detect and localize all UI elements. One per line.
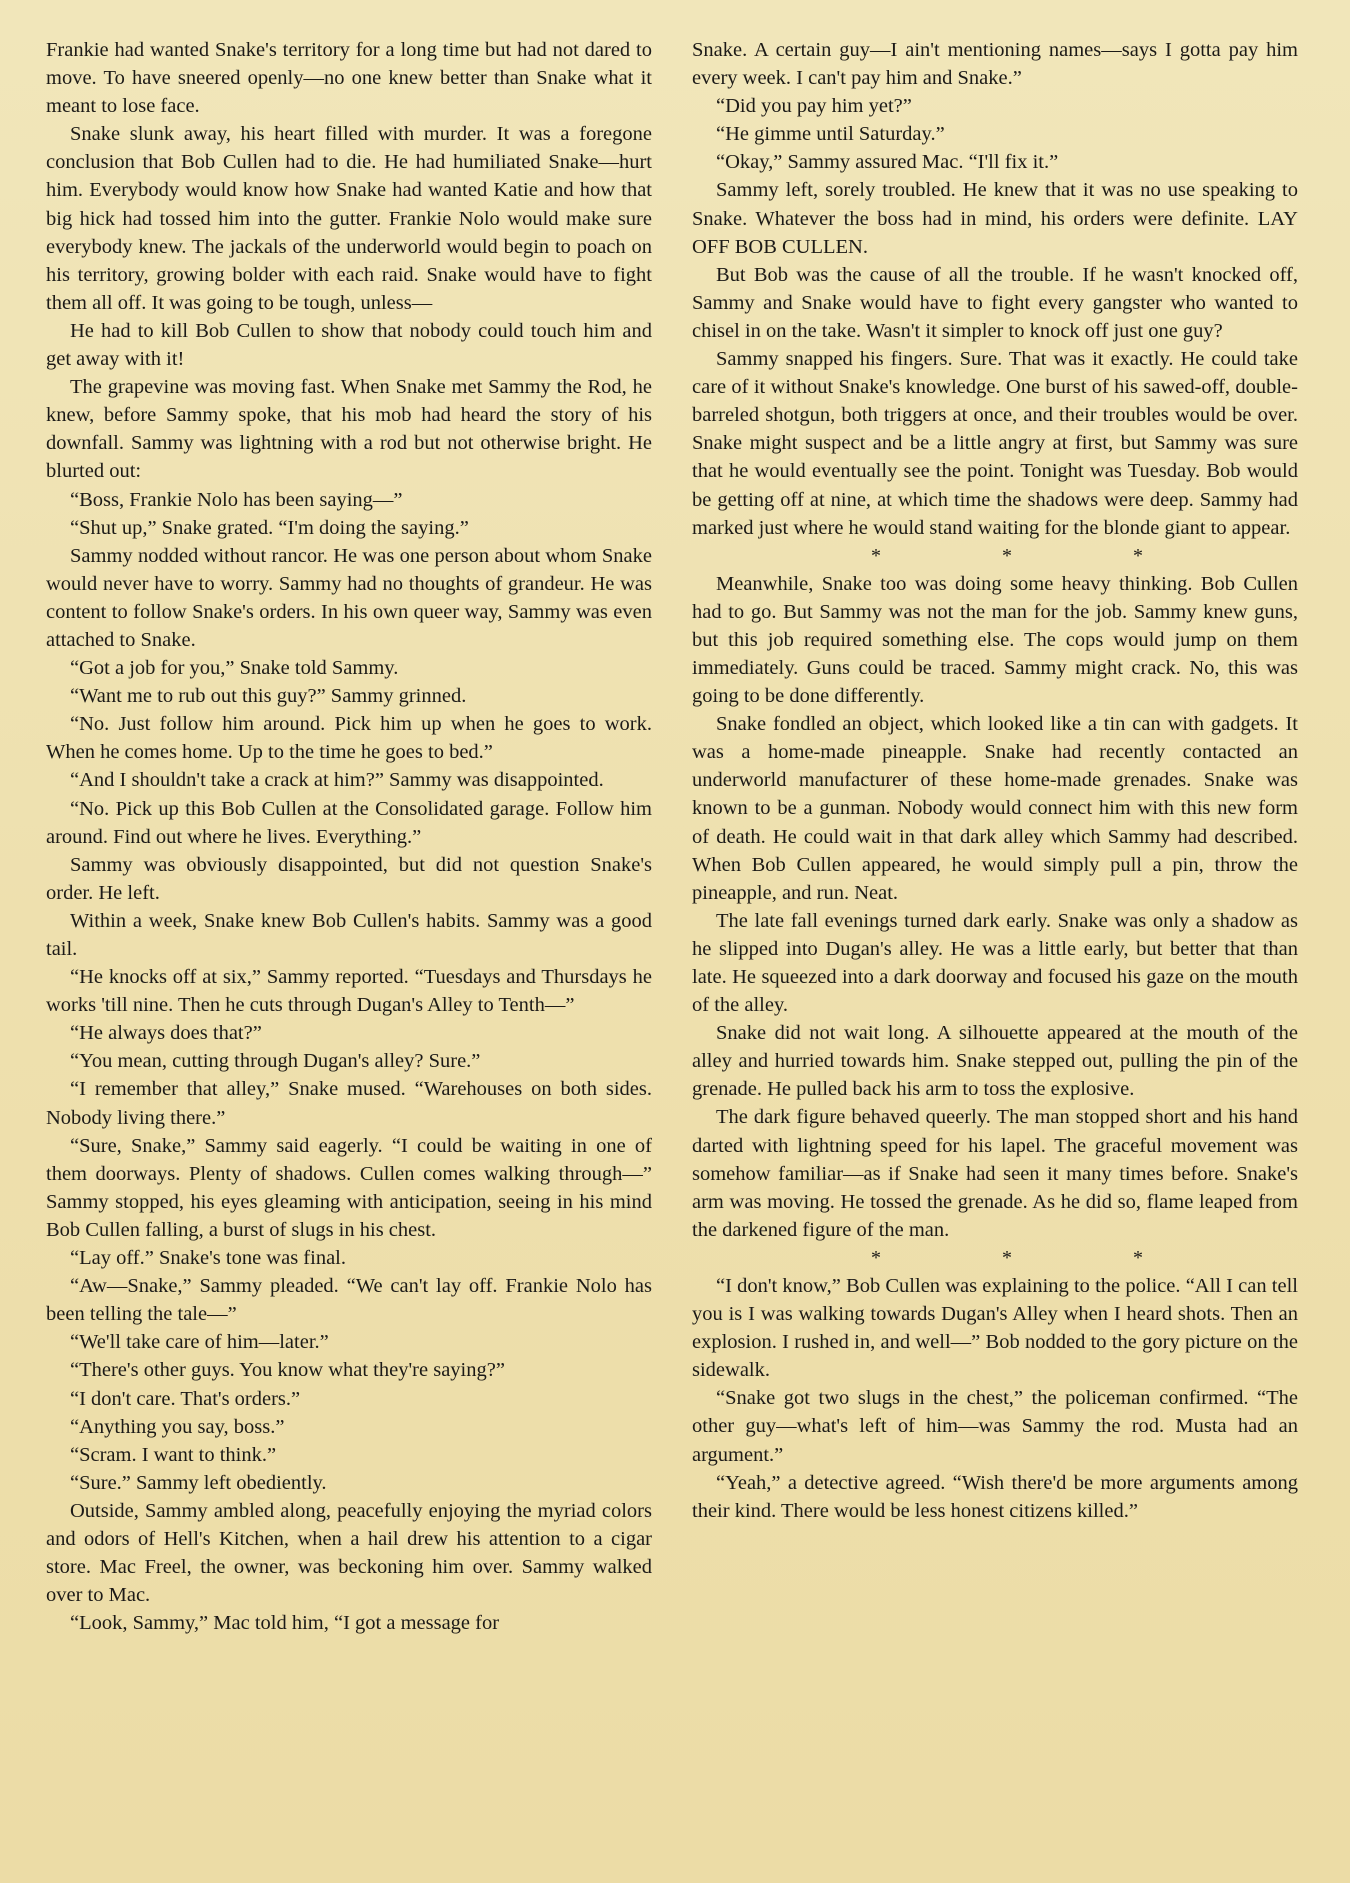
paragraph: “I remember that alley,” Snake mused. “Warehouses on both sides. Nobody living there.” [46, 1078, 652, 1129]
paragraph: “I don't care. That's orders.” [70, 1387, 301, 1410]
paragraph: “No. Just follow him around. Pick him up when he goes to work. When he comes home. Up to the time he goes to bed.” [46, 713, 652, 764]
paragraph: “Snake got two slugs in the chest,” the policeman confirmed. “The other guy—what's left of him—was Sammy the rod. Musta had an argument.” [692, 1387, 1298, 1466]
paragraph: “And I shouldn't take a crack at him?” Sammy was disappointed. [70, 769, 604, 792]
paragraph: But Bob was the cause of all the trouble. If he wasn't knocked off, Sammy and Snake would have to fight every gangster who wanted to chisel in on the take. Wasn't it simpler to knock off just one guy? [692, 263, 1298, 342]
paragraph: “No. Pick up this Bob Cullen at the Consolidated garage. Follow him around. Find out where he lives. Everything.” [46, 797, 652, 848]
paragraph: “I don't know,” Bob Cullen was explaining to the police. “All I can tell you is I was walking towards Dugan's Alley when I heard shots. Then an explosion. I rushed in, and well—” Bob nodded to the gory picture on the sidewalk. [692, 1274, 1298, 1382]
paragraph: The late fall evenings turned dark early. Snake was only a shadow as he slipped into Dugan's alley. He was a little early, but better that than late. He squeezed into a dark doorway and focused his gaze on the mouth of the alley. [692, 909, 1298, 1017]
paragraph: “Look, Sammy,” Mac told him, “I got a message for [70, 1612, 500, 1635]
paragraph: Meanwhile, Snake too was doing some heavy thinking. Bob Cullen had to go. But Sammy was not the man for the job. Sammy knew guns, but this job required something else. The cops would jump on them immediately. Guns could be traced. Sammy might crack. No, this was going to be done differently. [692, 572, 1298, 708]
paragraph: Outside, Sammy ambled along, peacefully enjoying the myriad colors and odors of Hell's Kitchen, when a hail drew his attention to a cigar store. Mac Freel, the owner, was beckoning him over. Sammy walked over to Mac. [46, 1499, 652, 1607]
paragraph: The grapevine was moving fast. When Snake met Sammy the Rod, he knew, before Sammy spoke, that his mob had heard the story of his downfall. Sammy was lightning with a rod but not otherwise bright. He blurted out: [46, 376, 652, 483]
paragraph: “Shut up,” Snake grated. “I'm doing the saying.” [70, 516, 469, 539]
paragraph: “Anything you say, boss.” [70, 1415, 285, 1438]
paragraph: Sammy left, sorely troubled. He knew that it was no use speaking to Snake. Whatever the boss had in mind, his orders were definite. LAY OFF BOB CULLEN. [692, 179, 1298, 258]
paragraph: “We'll take care of him—later.” [70, 1331, 329, 1354]
paragraph: “Sure, Snake,” Sammy said eagerly. “I could be waiting in one of them doorways. Plenty of shadows. Cullen comes walking through—” Sammy stopped, his eyes gleaming with anticipation, seeing in his mind Bob Cullen falling, a burst of slugs in his chest. [46, 1134, 652, 1241]
paragraph: “Got a job for you,” Snake told Sammy. [70, 657, 399, 680]
paragraph: Snake fondled an object, which looked like a tin can with gadgets. It was a home-made pineapple. Snake had recently contacted an underworld manufacturer of these home-made grenades. Snake was known to be a gunman. Nobody would connect him with this new form of death. He could wait in that dark alley which Sammy had described. When Bob Cullen appeared, he would simply pull a pin, throw the pineapple, and run. Neat. [692, 713, 1298, 904]
paragraph: Snake slunk away, his heart filled with murder. It was a foregone conclusion that Bob Cullen had to die. He had humiliated Snake—hurt him. Everybody would know how Snake had wanted Katie and how that big hick had tossed him into the gutter. Frankie Nolo would make sure everybody knew. The jackals of the underworld would begin to poach on his territory, growing bolder with each raid. Snake would have to fight them all off. It was going to be tough, unless— [46, 123, 652, 314]
paragraph: “Boss, Frankie Nolo has been saying—” [70, 488, 403, 511]
paragraph: Within a week, Snake knew Bob Cullen's habits. Sammy was a good tail. [46, 909, 652, 960]
right-text-column [692, 36, 1298, 1525]
paragraph: He had to kill Bob Cullen to show that nobody could touch him and get away with it! [46, 319, 652, 371]
section-separator: * * * [871, 1246, 1201, 1269]
section-separator: * * * [871, 544, 1201, 567]
paragraph: Sammy snapped his fingers. Sure. That was it exactly. He could take care of it without Snake's knowledge. One burst of his sawed-off, double-barreled shotgun, both triggers at once, and their troubles would be over. Snake might suspect and be a little angry at first, but Sammy was sure that he would eventually see the point. Tonight was Tuesday. Bob would be getting off at nine, at which time the shadows were deep. Sammy had marked just where he would stand waiting for the blonde giant to appear. [692, 348, 1298, 539]
left-text-column [46, 36, 652, 1637]
paragraph: “Aw—Snake,” Sammy pleaded. “We can't lay off. Frankie Nolo has been telling the tale—” [46, 1275, 652, 1326]
paragraph: “He always does that?” [70, 1022, 262, 1045]
paragraph: “You mean, cutting through Dugan's alley? Sure.” [70, 1050, 481, 1073]
paragraph: Sammy was obviously disappointed, but did not question Snake's order. He left. [46, 853, 652, 904]
paragraph: “Yeah,” a detective agreed. “Wish there'd be more arguments among their kind. There would be less honest citizens killed.” [692, 1471, 1298, 1522]
paragraph: Sammy nodded without rancor. He was one person about whom Snake would never have to worry. Sammy had no thoughts of grandeur. He was content to follow Snake's orders. In his own queer way, Sammy was even attached to Snake. [46, 544, 652, 651]
paragraph: Snake did not wait long. A silhouette appeared at the mouth of the alley and hurried towards him. Snake stepped out, pulling the pin of the grenade. He pulled back his arm to toss the explosive. [692, 1022, 1298, 1101]
paragraph: “Okay,” Sammy assured Mac. “I'll fix it.” [716, 151, 1059, 174]
paragraph: “There's other guys. You know what they're saying?” [70, 1359, 505, 1382]
paragraph: “Want me to rub out this guy?” Sammy grinned. [70, 685, 467, 708]
paragraph: The dark figure behaved queerly. The man stopped short and his hand darted with lightning speed for his lapel. The graceful movement was somehow familiar—as if Snake had seen it many times before. Snake's arm was moving. He tossed the grenade. As he did so, flame leaped from the darkened figure of the man. [692, 1106, 1298, 1241]
paragraph: “He knocks off at six,” Sammy reported. “Tuesdays and Thursdays he works 'till nine. Then he cuts through Dugan's Alley to Tenth—” [46, 966, 652, 1017]
paragraph: Frankie had wanted Snake's territory for a long time but had not dared to move. To have sneered openly—no one knew better than Snake what it meant to lose face. [46, 39, 652, 118]
paragraph: “Lay off.” Snake's tone was final. [70, 1247, 346, 1270]
paragraph: Snake. A certain guy—I ain't mentioning names—says I gotta pay him every week. I can't pay him and Snake.” [692, 39, 1298, 90]
paragraph: “Scram. I want to think.” [70, 1443, 277, 1466]
paragraph: “He gimme until Saturday.” [716, 123, 945, 146]
paragraph: “Did you pay him yet?” [716, 95, 912, 118]
paragraph: “Sure.” Sammy left obediently. [70, 1471, 327, 1494]
